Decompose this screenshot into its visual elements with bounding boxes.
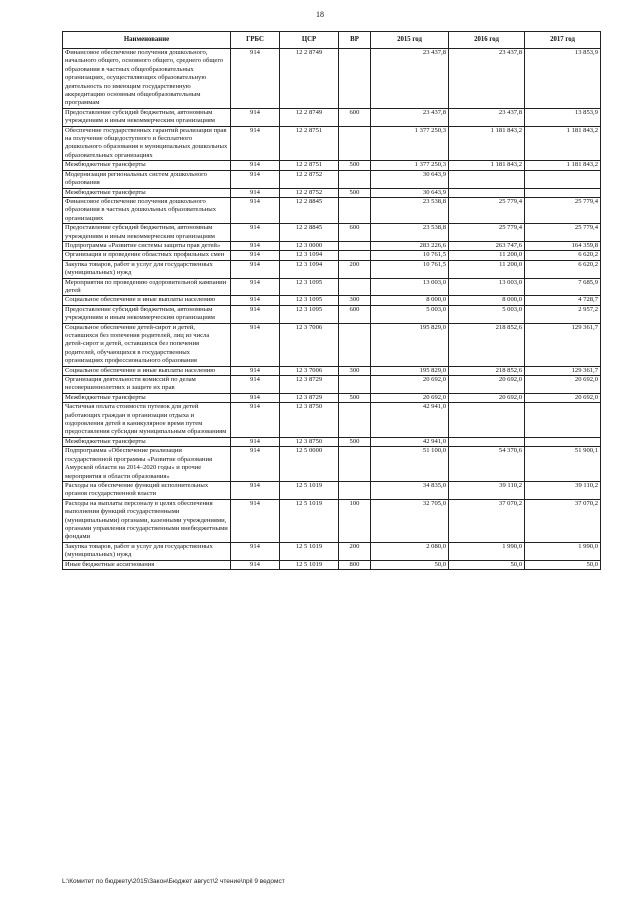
cell-vr [339, 197, 371, 223]
cell-2017: 4 728,7 [525, 296, 601, 305]
cell-2016 [449, 188, 525, 197]
cell-name: Обеспечение государственных гарантий реализации прав на получение общедоступного и бесплатного дошкольного образования в муниципальных дошкольных образовательных организациях [63, 126, 231, 161]
cell-grbs: 914 [231, 376, 280, 394]
cell-2017: 129 361,7 [525, 366, 601, 375]
cell-2016: 11 200,0 [449, 260, 525, 278]
cell-2015: 23 538,8 [371, 197, 449, 223]
cell-grbs: 914 [231, 224, 280, 242]
table-row [63, 161, 601, 170]
cell-vr [339, 49, 371, 109]
cell-grbs: 914 [231, 366, 280, 375]
cell-2015: 42 941,0 [371, 437, 449, 446]
cell-name: Закупка товаров, работ и услуг для государственных (муниципальных) нужд [63, 260, 231, 278]
cell-name: Расходы на обеспечение функций исполнительных органов государственной власти [63, 481, 231, 499]
cell-name: Социальное обеспечение и иные выплаты населению [63, 296, 231, 305]
cell-2017: 1 181 843,2 [525, 126, 601, 161]
table-row [63, 376, 601, 394]
cell-name: Социальное обеспечение и иные выплаты населению [63, 366, 231, 375]
cell-2017: 37 070,2 [525, 499, 601, 542]
cell-2016: 13 003,0 [449, 278, 525, 296]
cell-csr: 12 3 1094 [280, 260, 339, 278]
cell-name: Межбюджетные трансферты [63, 437, 231, 446]
cell-grbs: 914 [231, 49, 280, 109]
cell-csr: 12 3 7006 [280, 323, 339, 366]
cell-vr: 500 [339, 188, 371, 197]
cell-vr [339, 323, 371, 366]
table-row [63, 542, 601, 560]
header-csr: ЦСР [280, 32, 339, 49]
footer-file-path: L:\Комитет по бюджету\2015\Закон\Бюджет август\2 чтение\прil 9 ведомст [62, 878, 285, 885]
cell-2017: 6 620,2 [525, 260, 601, 278]
header-vr: ВР [339, 32, 371, 49]
cell-name: Подпрограмма «Обеспечение реализации государственной программы «Развитие образования Амурской области на 2014–2020 годы» и прочие мероприятия в области образования» [63, 447, 231, 482]
cell-2015: 10 761,5 [371, 251, 449, 260]
cell-2016: 25 779,4 [449, 197, 525, 223]
cell-grbs: 914 [231, 296, 280, 305]
cell-2015: 23 538,8 [371, 224, 449, 242]
cell-2016 [449, 403, 525, 438]
cell-grbs: 914 [231, 126, 280, 161]
cell-2015: 34 835,0 [371, 481, 449, 499]
cell-vr: 800 [339, 560, 371, 569]
header-2017: 2017 год [525, 32, 601, 49]
cell-vr: 500 [339, 437, 371, 446]
cell-2016: 23 437,8 [449, 108, 525, 126]
cell-2016: 20 692,0 [449, 393, 525, 402]
cell-2016 [449, 170, 525, 188]
cell-name: Финансовое обеспечение получения дошкольного образования в частных дошкольных образовательных организациях [63, 197, 231, 223]
table-row [63, 305, 601, 323]
cell-grbs: 914 [231, 241, 280, 250]
cell-vr: 100 [339, 499, 371, 542]
cell-grbs: 914 [231, 260, 280, 278]
cell-vr [339, 447, 371, 482]
table-row [63, 224, 601, 242]
cell-csr: 12 2 8752 [280, 170, 339, 188]
cell-vr [339, 376, 371, 394]
cell-csr: 12 3 8750 [280, 437, 339, 446]
cell-2015: 2 080,0 [371, 542, 449, 560]
cell-grbs: 914 [231, 305, 280, 323]
cell-name: Социальное обеспечение детей-сирот и детей, оставшихся без попечения родителей, лиц из числа детей-сирот и детей, оставшихся без попечения родителей, обучающихся в государственных организациях профессионального образования [63, 323, 231, 366]
cell-name: Межбюджетные трансферты [63, 161, 231, 170]
cell-2015: 195 829,0 [371, 323, 449, 366]
cell-2016: 1 181 843,2 [449, 126, 525, 161]
cell-2016: 11 200,0 [449, 251, 525, 260]
cell-name: Межбюджетные трансферты [63, 393, 231, 402]
cell-csr: 12 2 8749 [280, 49, 339, 109]
cell-2015: 30 643,9 [371, 188, 449, 197]
cell-grbs: 914 [231, 560, 280, 569]
cell-csr: 12 3 8729 [280, 376, 339, 394]
table-row [63, 126, 601, 161]
cell-vr [339, 403, 371, 438]
table-row [63, 296, 601, 305]
cell-vr: 200 [339, 542, 371, 560]
cell-csr: 12 3 8729 [280, 393, 339, 402]
cell-vr: 300 [339, 296, 371, 305]
cell-vr [339, 170, 371, 188]
table-row [63, 260, 601, 278]
cell-2017: 20 692,0 [525, 376, 601, 394]
cell-2017: 13 853,9 [525, 49, 601, 109]
cell-2017: 7 685,9 [525, 278, 601, 296]
cell-2017 [525, 188, 601, 197]
cell-name: Модернизация региональных систем дошкольного образования [63, 170, 231, 188]
cell-csr: 12 5 1019 [280, 499, 339, 542]
cell-2017: 13 853,9 [525, 108, 601, 126]
table-row [63, 366, 601, 375]
cell-csr: 12 2 8845 [280, 224, 339, 242]
cell-vr: 500 [339, 393, 371, 402]
cell-2015: 10 761,5 [371, 260, 449, 278]
cell-vr: 300 [339, 366, 371, 375]
cell-name: Организация деятельности комиссий по делам несовершеннолетних и защите их прав [63, 376, 231, 394]
cell-2015: 23 437,8 [371, 108, 449, 126]
table-row [63, 197, 601, 223]
cell-grbs: 914 [231, 108, 280, 126]
cell-name: Мероприятия по проведению оздоровительной кампании детей [63, 278, 231, 296]
cell-grbs: 914 [231, 323, 280, 366]
cell-vr [339, 241, 371, 250]
cell-vr: 600 [339, 305, 371, 323]
cell-name: Частичная оплата стоимости путевок для детей работающих граждан в организации отдыха и оздоровления детей в каникулярное время путем предоставления субсидии муниципальным образованиям [63, 403, 231, 438]
cell-name: Расходы на выплаты персоналу в целях обеспечения выполнения функций государственными (муниципальными) органами, казенными учреждениями, органами управления государственными внебюджетными фондами [63, 499, 231, 542]
table-row [63, 323, 601, 366]
cell-2015: 23 437,8 [371, 49, 449, 109]
cell-vr: 500 [339, 161, 371, 170]
cell-2015: 30 643,9 [371, 170, 449, 188]
cell-2017: 2 957,2 [525, 305, 601, 323]
cell-vr [339, 481, 371, 499]
table-row [63, 188, 601, 197]
cell-vr: 600 [339, 224, 371, 242]
cell-2016: 50,0 [449, 560, 525, 569]
cell-csr: 12 5 1019 [280, 560, 339, 569]
cell-2017: 50,0 [525, 560, 601, 569]
cell-2017: 1 181 843,2 [525, 161, 601, 170]
cell-grbs: 914 [231, 393, 280, 402]
cell-csr: 12 5 1019 [280, 542, 339, 560]
cell-2016: 39 110,2 [449, 481, 525, 499]
cell-vr [339, 278, 371, 296]
cell-grbs: 914 [231, 403, 280, 438]
cell-2015: 13 003,0 [371, 278, 449, 296]
table-row [63, 447, 601, 482]
cell-csr: 12 3 1095 [280, 296, 339, 305]
cell-2017: 39 110,2 [525, 481, 601, 499]
cell-2017 [525, 437, 601, 446]
cell-2015: 51 100,0 [371, 447, 449, 482]
cell-2016: 1 181 843,2 [449, 161, 525, 170]
cell-name: Иные бюджетные ассигнования [63, 560, 231, 569]
cell-csr: 12 3 1095 [280, 278, 339, 296]
cell-grbs: 914 [231, 481, 280, 499]
cell-2016: 37 070,2 [449, 499, 525, 542]
cell-2015: 50,0 [371, 560, 449, 569]
table-row [63, 403, 601, 438]
cell-grbs: 914 [231, 437, 280, 446]
cell-2016: 218 852,6 [449, 366, 525, 375]
cell-grbs: 914 [231, 170, 280, 188]
cell-vr: 200 [339, 260, 371, 278]
table-row [63, 499, 601, 542]
cell-name: Межбюджетные трансферты [63, 188, 231, 197]
cell-csr: 12 3 7006 [280, 366, 339, 375]
cell-2016: 25 779,4 [449, 224, 525, 242]
cell-grbs: 914 [231, 197, 280, 223]
cell-2016: 23 437,8 [449, 49, 525, 109]
cell-grbs: 914 [231, 499, 280, 542]
cell-csr: 12 5 1019 [280, 481, 339, 499]
cell-2017: 6 620,2 [525, 251, 601, 260]
cell-2015: 1 377 250,3 [371, 161, 449, 170]
cell-name: Финансовое обеспечение получения дошкольного, начального общего, основного общего, среднего общего образования в частных общеобразовательных организациях, осуществляющих образовательную деятельность по имеющим государственную аккредитацию основным общеобразовательным программам [63, 49, 231, 109]
cell-2015: 32 705,0 [371, 499, 449, 542]
table-row [63, 560, 601, 569]
cell-csr: 12 2 8752 [280, 188, 339, 197]
cell-csr: 12 2 8749 [280, 108, 339, 126]
cell-2016 [449, 437, 525, 446]
cell-name: Предоставление субсидий бюджетным, автономным учреждениям и иным некоммерческим организациям [63, 305, 231, 323]
cell-csr: 12 3 0000 [280, 241, 339, 250]
cell-name: Предоставление субсидий бюджетным, автономным учреждениям и иным некоммерческим организациям [63, 224, 231, 242]
table-row [63, 241, 601, 250]
cell-name: Закупка товаров, работ и услуг для государственных (муниципальных) нужд [63, 542, 231, 560]
cell-2016: 218 852,6 [449, 323, 525, 366]
cell-vr: 600 [339, 108, 371, 126]
cell-2017: 129 361,7 [525, 323, 601, 366]
page-number: 18 [316, 10, 324, 19]
cell-2017: 1 990,0 [525, 542, 601, 560]
cell-2015: 20 692,0 [371, 376, 449, 394]
budget-table [62, 31, 601, 570]
table-row [63, 49, 601, 109]
cell-csr: 12 2 8751 [280, 126, 339, 161]
cell-2016: 8 000,0 [449, 296, 525, 305]
cell-2017 [525, 170, 601, 188]
table-row [63, 108, 601, 126]
table-row [63, 437, 601, 446]
cell-2016: 1 990,0 [449, 542, 525, 560]
header-grbs: ГРБС [231, 32, 280, 49]
cell-grbs: 914 [231, 161, 280, 170]
cell-grbs: 914 [231, 542, 280, 560]
table-row [63, 170, 601, 188]
cell-grbs: 914 [231, 447, 280, 482]
cell-vr [339, 251, 371, 260]
table-row [63, 481, 601, 499]
cell-2017 [525, 403, 601, 438]
cell-name: Подпрограмма «Развитие системы защиты прав детей» [63, 241, 231, 250]
cell-2017: 25 779,4 [525, 197, 601, 223]
cell-2017: 25 779,4 [525, 224, 601, 242]
cell-csr: 12 5 0000 [280, 447, 339, 482]
cell-2017: 51 900,1 [525, 447, 601, 482]
cell-csr: 12 2 8845 [280, 197, 339, 223]
table-row [63, 278, 601, 296]
cell-2016: 5 003,0 [449, 305, 525, 323]
cell-name: Организация и проведение областных профильных смен [63, 251, 231, 260]
cell-2016: 20 692,0 [449, 376, 525, 394]
cell-2016: 54 370,6 [449, 447, 525, 482]
header-name: Наименование [63, 32, 231, 49]
cell-grbs: 914 [231, 251, 280, 260]
header-2016: 2016 год [449, 32, 525, 49]
cell-csr: 12 3 1094 [280, 251, 339, 260]
cell-grbs: 914 [231, 188, 280, 197]
cell-2015: 1 377 250,3 [371, 126, 449, 161]
cell-csr: 12 3 1095 [280, 305, 339, 323]
cell-2015: 195 829,0 [371, 366, 449, 375]
cell-2015: 8 000,0 [371, 296, 449, 305]
cell-2015: 42 941,0 [371, 403, 449, 438]
cell-2017: 20 692,0 [525, 393, 601, 402]
cell-2015: 283 226,6 [371, 241, 449, 250]
table-header-row [63, 32, 601, 49]
cell-2015: 20 692,0 [371, 393, 449, 402]
cell-2017: 164 359,8 [525, 241, 601, 250]
cell-2015: 5 003,0 [371, 305, 449, 323]
cell-vr [339, 126, 371, 161]
cell-csr: 12 3 8750 [280, 403, 339, 438]
cell-name: Предоставление субсидий бюджетным, автономным учреждениям и иным некоммерческим организациям [63, 108, 231, 126]
header-2015: 2015 год [371, 32, 449, 49]
cell-csr: 12 2 8751 [280, 161, 339, 170]
table-row [63, 251, 601, 260]
cell-2016: 263 747,6 [449, 241, 525, 250]
cell-grbs: 914 [231, 278, 280, 296]
table-row [63, 393, 601, 402]
